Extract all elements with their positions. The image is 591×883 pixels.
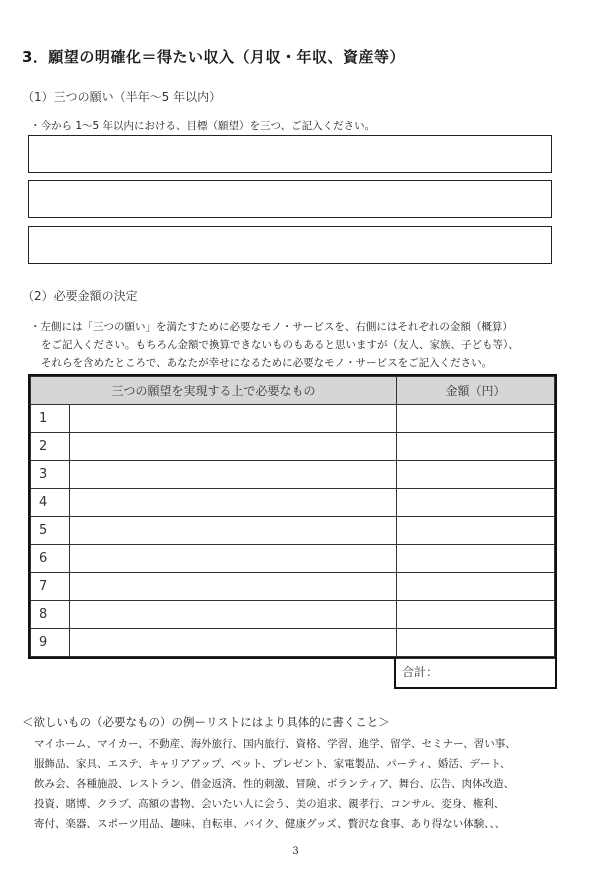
row-number: 1 <box>31 405 70 433</box>
table-row <box>31 601 555 629</box>
table-row <box>31 405 555 433</box>
part2-heading: （2）必要金額の決定 <box>22 289 138 303</box>
example-line: 飲み会、各種施設、レストラン、借金返済、性的刺激、冒険、ボランティア、舞台、広告、肉体改造、 <box>34 778 515 790</box>
col-header-item: 三つの願望を実現する上で必要なもの <box>31 377 397 405</box>
item-cell[interactable] <box>70 489 397 517</box>
needs-table <box>28 374 557 659</box>
example-line: 投資、賭博、クラブ、高額の書物、会いたい人に会う、美の追求、親孝行、コンサル、変身、権利、 <box>34 798 505 810</box>
row-number: 5 <box>31 517 70 545</box>
row-number: 2 <box>31 433 70 461</box>
table-row <box>31 573 555 601</box>
table-row <box>31 545 555 573</box>
examples-list <box>34 734 564 834</box>
item-cell[interactable] <box>70 517 397 545</box>
item-cell[interactable] <box>70 601 397 629</box>
amount-cell[interactable] <box>397 601 555 629</box>
item-cell[interactable] <box>70 629 397 657</box>
table-row <box>31 517 555 545</box>
row-number: 8 <box>31 601 70 629</box>
item-cell[interactable] <box>70 573 397 601</box>
item-cell[interactable] <box>70 545 397 573</box>
part2-instruction <box>30 318 519 372</box>
item-cell[interactable] <box>70 433 397 461</box>
amount-cell[interactable] <box>397 517 555 545</box>
item-cell[interactable] <box>70 405 397 433</box>
part1-heading: （1）三つの願い（半年〜5 年以内） <box>22 90 222 104</box>
example-line: 寄付、楽器、スポーツ用品、趣味、自転車、バイク、健康グッズ、贅沢な食事、あり得ない体験、、、 <box>34 818 506 830</box>
instruction-line: ・左側には「三つの願い」を満たすために必要なモノ・サービスを、右側にはそれぞれの金額（概算） <box>30 321 513 333</box>
amount-cell[interactable] <box>397 629 555 657</box>
section-title: 3．願望の明確化＝得たい収入（月収・年収、資産等） <box>22 48 405 66</box>
part1-instruction: ・今から 1〜5 年以内における、目標（願望）を三つ、ご記入ください。 <box>30 120 376 132</box>
total-label: 合計： <box>402 665 439 679</box>
amount-cell[interactable] <box>397 573 555 601</box>
row-number: 9 <box>31 629 70 657</box>
table-row <box>31 629 555 657</box>
amount-cell[interactable] <box>397 433 555 461</box>
table-row <box>31 461 555 489</box>
amount-cell[interactable] <box>397 461 555 489</box>
amount-cell[interactable] <box>397 405 555 433</box>
instruction-line: それらを含めたところで、あなたが幸せになるために必要なモノ・サービスをご記入ください。 <box>41 357 493 369</box>
instruction-line: をご記入ください。もちろん金額で換算できないものもあると思いますが（友人、家族、子ども等）、 <box>41 339 519 351</box>
row-number: 6 <box>31 545 70 573</box>
example-line: マイホーム、マイカー、不動産、海外旅行、国内旅行、資格、学習、進学、留学、セミナー、習い事、 <box>34 738 516 750</box>
page-number: 3 <box>292 846 299 857</box>
wish-input-2[interactable] <box>28 180 552 218</box>
row-number: 4 <box>31 489 70 517</box>
row-number: 3 <box>31 461 70 489</box>
table-row <box>31 433 555 461</box>
table-row <box>31 489 555 517</box>
col-header-amount: 金額（円） <box>397 377 555 405</box>
example-line: 服飾品、家具、エステ、キャリアアップ、ペット、プレゼント、家電製品、パーティ、婚活、デート、 <box>34 758 511 770</box>
row-number: 7 <box>31 573 70 601</box>
wish-input-3[interactable] <box>28 226 552 264</box>
amount-cell[interactable] <box>397 545 555 573</box>
wish-input-1[interactable] <box>28 135 552 173</box>
examples-heading: ＜欲しいもの（必要なもの）の例ーリストにはより具体的に書くこと＞ <box>22 715 390 729</box>
item-cell[interactable] <box>70 461 397 489</box>
amount-cell[interactable] <box>397 489 555 517</box>
total-cell[interactable] <box>394 658 557 689</box>
